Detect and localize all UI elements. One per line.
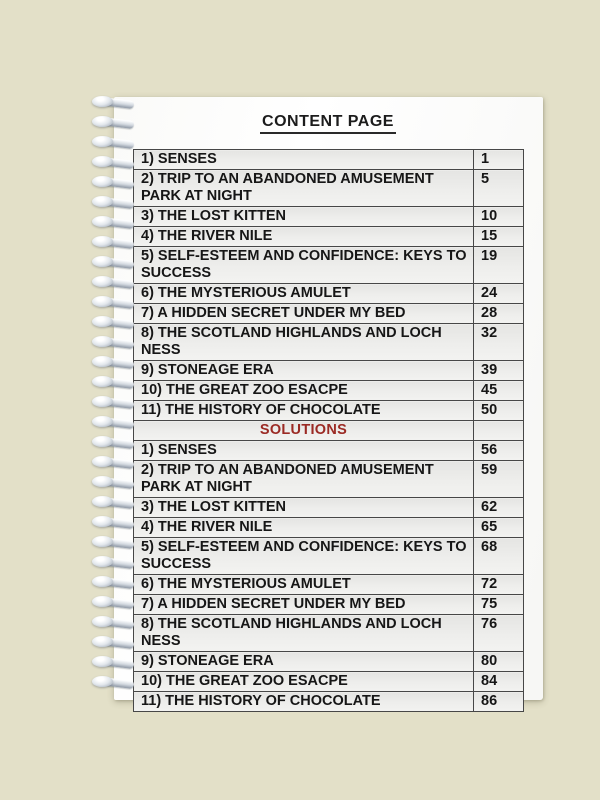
- row-page-number: 75: [474, 595, 524, 615]
- row-page-number: 28: [474, 304, 524, 324]
- coil-cap: [92, 256, 113, 267]
- coil-cap: [92, 596, 113, 607]
- table-row: [134, 381, 524, 401]
- table-row: [134, 538, 524, 575]
- row-page-number: [474, 421, 524, 441]
- solutions-section-cell: [134, 421, 474, 441]
- row-page-number: 19: [474, 247, 524, 284]
- table-row: [134, 304, 524, 324]
- row-title-line: 7) A HIDDEN SECRET UNDER MY BED: [141, 305, 406, 321]
- row-title-line: 1) SENSES: [141, 442, 217, 458]
- coil-cap: [92, 236, 113, 247]
- solutions-header-row: [134, 421, 524, 441]
- row-page-number: 62: [474, 498, 524, 518]
- row-title-line: PARK AT NIGHT: [141, 479, 252, 495]
- row-page-number: 5: [474, 170, 524, 207]
- row-page-number: 24: [474, 284, 524, 304]
- table-row: [134, 324, 524, 361]
- coil-cap: [92, 96, 113, 107]
- row-title-line: 3) THE LOST KITTEN: [141, 208, 286, 224]
- coil-cap: [92, 316, 113, 327]
- row-title-line: 1) SENSES: [141, 151, 217, 167]
- row-page-number: 76: [474, 615, 524, 652]
- row-title-line: 11) THE HISTORY OF CHOCOLATE: [141, 402, 381, 418]
- coil-cap: [92, 216, 113, 227]
- coil-cap: [92, 576, 113, 587]
- row-title: [134, 692, 474, 712]
- coil-cap: [92, 176, 113, 187]
- row-page-number: 45: [474, 381, 524, 401]
- row-title-line: 7) A HIDDEN SECRET UNDER MY BED: [141, 596, 406, 612]
- row-page-number: 32: [474, 324, 524, 361]
- row-title: [134, 595, 474, 615]
- row-title: [134, 652, 474, 672]
- row-page-number: 86: [474, 692, 524, 712]
- coil-cap: [92, 556, 113, 567]
- row-title: [134, 381, 474, 401]
- row-title-line: 10) THE GREAT ZOO ESACPE: [141, 673, 348, 689]
- row-page-number: 59: [474, 461, 524, 498]
- row-title-line: 8) THE SCOTLAND HIGHLANDS AND LOCH: [141, 325, 442, 341]
- table-row: [134, 692, 524, 712]
- coil-cap: [92, 456, 113, 467]
- row-page-number: 68: [474, 538, 524, 575]
- table-row: [134, 207, 524, 227]
- row-page-number: 84: [474, 672, 524, 692]
- row-title: [134, 361, 474, 381]
- row-page-number: 56: [474, 441, 524, 461]
- row-page-number: 80: [474, 652, 524, 672]
- row-title-line: 3) THE LOST KITTEN: [141, 499, 286, 515]
- table-row: [134, 150, 524, 170]
- coil-cap: [92, 276, 113, 287]
- row-page-number: 1: [474, 150, 524, 170]
- row-page-number: 50: [474, 401, 524, 421]
- row-title-line: 8) THE SCOTLAND HIGHLANDS AND LOCH: [141, 616, 442, 632]
- row-title-line: PARK AT NIGHT: [141, 188, 252, 204]
- coil-cap: [92, 116, 113, 127]
- row-title: [134, 461, 474, 498]
- row-title: [134, 170, 474, 207]
- table-row: [134, 652, 524, 672]
- row-title-line: 9) STONEAGE ERA: [141, 362, 274, 378]
- row-title-line: SUCCESS: [141, 556, 212, 572]
- row-title: [134, 284, 474, 304]
- table-row: [134, 461, 524, 498]
- row-title: [134, 324, 474, 361]
- row-title: [134, 575, 474, 595]
- coil-cap: [92, 616, 113, 627]
- row-title-line: 6) THE MYSTERIOUS AMULET: [141, 576, 351, 592]
- row-title: [134, 518, 474, 538]
- row-title: [134, 615, 474, 652]
- row-page-number: 72: [474, 575, 524, 595]
- coil-cap: [92, 296, 113, 307]
- coil-cap: [92, 136, 113, 147]
- table-row: [134, 441, 524, 461]
- row-title-line: NESS: [141, 633, 181, 649]
- coil-cap: [92, 156, 113, 167]
- row-title-line: 5) SELF-ESTEEM AND CONFIDENCE: KEYS TO: [141, 539, 467, 555]
- row-title: [134, 207, 474, 227]
- table-row: [134, 170, 524, 207]
- coil-cap: [92, 396, 113, 407]
- coil-cap: [92, 656, 113, 667]
- row-page-number: 65: [474, 518, 524, 538]
- table-row: [134, 672, 524, 692]
- table-row: [134, 595, 524, 615]
- coil-cap: [92, 196, 113, 207]
- table-row: [134, 247, 524, 284]
- row-title: [134, 247, 474, 284]
- row-title-line: 10) THE GREAT ZOO ESACPE: [141, 382, 348, 398]
- coil-cap: [92, 376, 113, 387]
- row-title: [134, 401, 474, 421]
- row-title-line: 5) SELF-ESTEEM AND CONFIDENCE: KEYS TO: [141, 248, 467, 264]
- coil-cap: [92, 476, 113, 487]
- row-title-line: 2) TRIP TO AN ABANDONED AMUSEMENT: [141, 171, 434, 187]
- row-title: [134, 441, 474, 461]
- row-title: [134, 672, 474, 692]
- content-table: [133, 149, 524, 712]
- page-title-container: [133, 113, 523, 134]
- row-title-line: 9) STONEAGE ERA: [141, 653, 274, 669]
- row-title-line: SUCCESS: [141, 265, 212, 281]
- row-title-line: 11) THE HISTORY OF CHOCOLATE: [141, 693, 381, 709]
- table-row: [134, 498, 524, 518]
- coil-cap: [92, 516, 113, 527]
- row-title-line: 4) THE RIVER NILE: [141, 519, 273, 535]
- row-title-line: 6) THE MYSTERIOUS AMULET: [141, 285, 351, 301]
- table-row: [134, 401, 524, 421]
- notebook-page: [114, 97, 543, 709]
- table-row: [134, 518, 524, 538]
- page-title: CONTENT PAGE: [260, 113, 396, 134]
- row-page-number: 39: [474, 361, 524, 381]
- row-title: [134, 227, 474, 247]
- row-page-number: 10: [474, 207, 524, 227]
- coil-cap: [92, 416, 113, 427]
- row-title-line: 2) TRIP TO AN ABANDONED AMUSEMENT: [141, 462, 434, 478]
- row-title: [134, 538, 474, 575]
- row-page-number: 15: [474, 227, 524, 247]
- coil-cap: [92, 496, 113, 507]
- coil-cap: [92, 436, 113, 447]
- row-title: [134, 304, 474, 324]
- coil-cap: [92, 356, 113, 367]
- table-row: [134, 575, 524, 595]
- coil-cap: [92, 636, 113, 647]
- row-title: [134, 498, 474, 518]
- table-row: [134, 227, 524, 247]
- row-title-line: 4) THE RIVER NILE: [141, 228, 273, 244]
- coil-cap: [92, 536, 113, 547]
- table-row: [134, 361, 524, 381]
- coil-cap: [92, 676, 113, 687]
- row-title-line: NESS: [141, 342, 181, 358]
- solutions-label: SOLUTIONS: [259, 422, 348, 438]
- table-row: [134, 284, 524, 304]
- coil-cap: [92, 336, 113, 347]
- table-row: [134, 615, 524, 652]
- row-title: [134, 150, 474, 170]
